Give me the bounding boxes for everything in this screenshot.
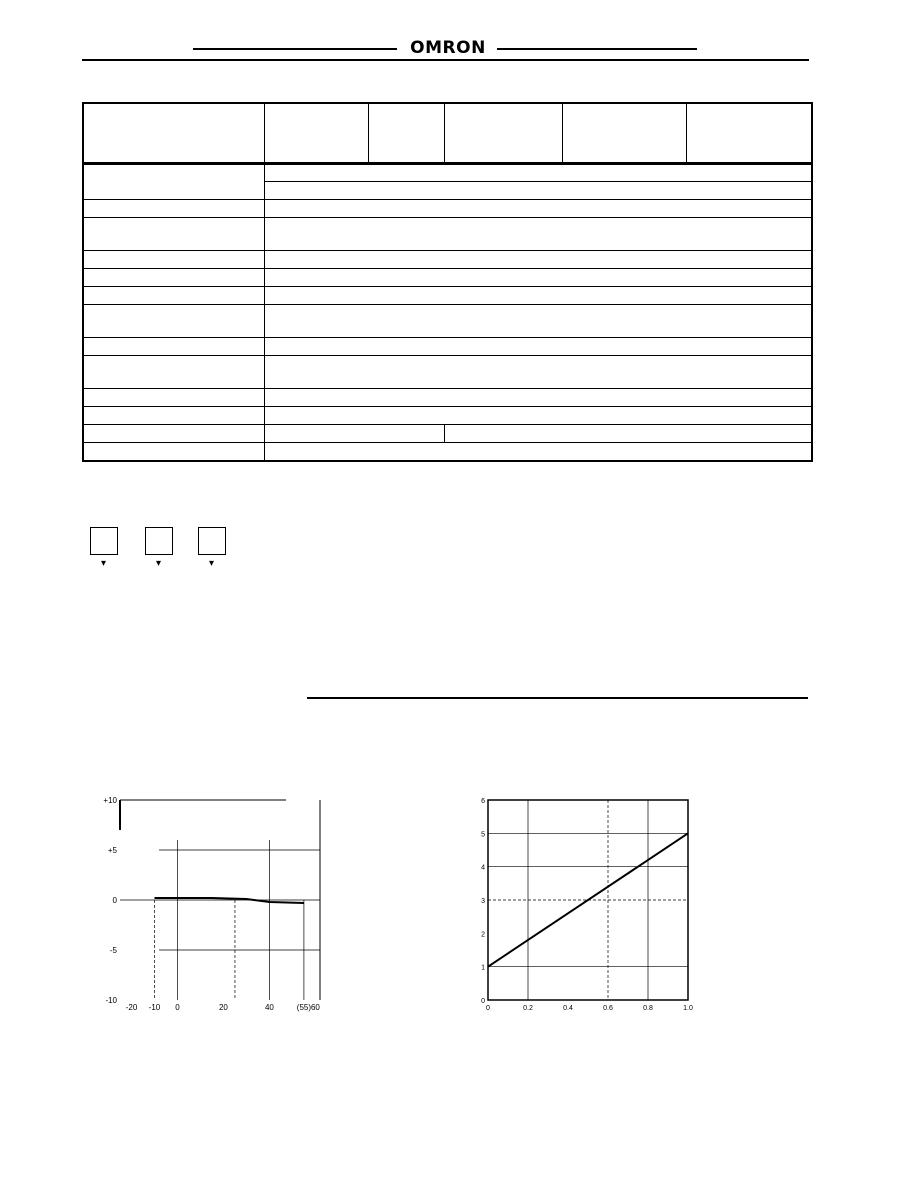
table-cell <box>83 251 264 269</box>
table-cell <box>83 305 264 338</box>
brand-logo: OMRON <box>410 38 486 58</box>
box-marker: ▾ <box>156 558 162 569</box>
series-line <box>154 898 303 903</box>
table-row <box>83 164 812 182</box>
table-header-cell <box>562 103 686 164</box>
section-rule <box>307 697 808 699</box>
x-tick-label: -20 <box>125 1003 138 1012</box>
x-tick-label: (55) <box>296 1003 312 1012</box>
x-tick-label: 20 <box>218 1003 228 1012</box>
table-row <box>83 305 812 338</box>
table-cell <box>83 218 264 251</box>
header-underline <box>82 59 809 61</box>
table-cell <box>264 305 812 338</box>
spec-table <box>82 102 813 462</box>
table-header-cell <box>686 103 812 164</box>
x-tick-label: 0 <box>486 1005 490 1012</box>
table-row <box>83 389 812 407</box>
x-tick-label: 0.2 <box>523 1005 533 1012</box>
table-cell <box>264 200 812 218</box>
table-cell <box>83 407 264 425</box>
table-row <box>83 200 812 218</box>
table-cell <box>264 425 444 443</box>
y-tick-label: -10 <box>105 996 117 1005</box>
y-tick-label: 5 <box>481 831 485 839</box>
table-cell <box>83 287 264 305</box>
table-cell <box>264 443 812 461</box>
y-tick-label: +10 <box>103 796 117 805</box>
table-cell <box>264 269 812 287</box>
table-header-cell <box>444 103 562 164</box>
table-cell <box>83 443 264 461</box>
table-cell <box>444 425 812 443</box>
y-tick-label: 0 <box>112 896 117 905</box>
table-cell <box>83 338 264 356</box>
y-tick-label: 2 <box>481 931 485 939</box>
table-cell <box>264 338 812 356</box>
model-code-box <box>198 527 226 555</box>
table-cell <box>264 389 812 407</box>
table-cell <box>83 389 264 407</box>
x-tick-label: 60 <box>310 1003 320 1012</box>
table-row <box>83 425 812 443</box>
table-cell <box>83 356 264 389</box>
table-cell <box>264 287 812 305</box>
table-cell <box>264 251 812 269</box>
temperature-characteristic-chart <box>100 790 340 1020</box>
x-tick-label: 1.0 <box>683 1005 693 1012</box>
table-row <box>83 287 812 305</box>
header-rule-left <box>193 48 397 50</box>
table-row <box>83 251 812 269</box>
table-cell <box>264 407 812 425</box>
table-header-cell <box>83 103 264 164</box>
table-cell <box>264 356 812 389</box>
table-cell <box>264 182 812 200</box>
x-tick-label: 0.8 <box>643 1005 653 1012</box>
table-row <box>83 218 812 251</box>
table-header-cell <box>264 103 368 164</box>
model-code-box <box>90 527 118 555</box>
table-cell <box>83 164 264 200</box>
y-tick-label: -5 <box>109 946 117 955</box>
x-tick-label: -10 <box>148 1003 161 1012</box>
y-tick-label: 6 <box>481 798 485 805</box>
table-cell <box>83 200 264 218</box>
x-tick-label: 0.4 <box>563 1005 573 1012</box>
x-tick-label: 0.6 <box>603 1005 613 1012</box>
linearity-chart <box>470 790 710 1020</box>
y-tick-label: 3 <box>481 898 485 905</box>
y-tick-label: 0 <box>481 998 485 1005</box>
table-cell <box>264 164 812 182</box>
table-header-cell <box>368 103 444 164</box>
table-row <box>83 338 812 356</box>
table-cell <box>264 218 812 251</box>
table-cell <box>83 425 264 443</box>
x-tick-label: 40 <box>264 1003 274 1012</box>
y-tick-label: +5 <box>107 846 117 855</box>
box-marker: ▾ <box>209 558 215 569</box>
table-row <box>83 356 812 389</box>
header-rule-right <box>497 48 697 50</box>
table-cell <box>83 269 264 287</box>
model-code-box <box>145 527 173 555</box>
table-header-row <box>83 103 812 164</box>
x-tick-label: 0 <box>175 1003 180 1012</box>
y-tick-label: 4 <box>481 864 485 872</box>
y-tick-label: 1 <box>481 964 485 972</box>
table-row <box>83 269 812 287</box>
table-row <box>83 443 812 461</box>
table-row <box>83 407 812 425</box>
box-marker: ▾ <box>101 558 107 569</box>
